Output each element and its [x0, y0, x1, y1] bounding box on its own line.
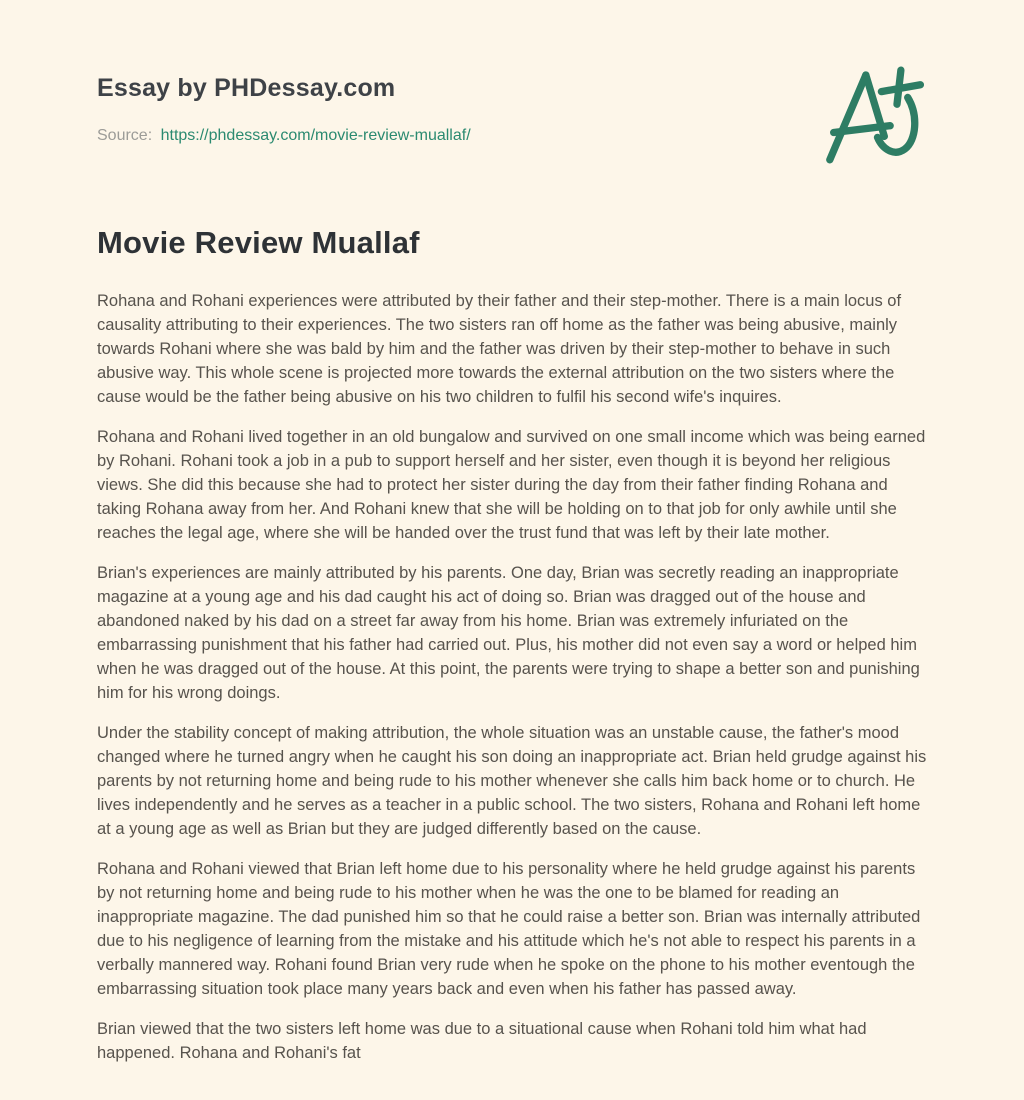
essay-paragraph-6: Brian viewed that the two sisters left home was due to a situational cause when Rohani told him what had happened. Rohana and Rohani's fat: [97, 1020, 867, 1062]
essay-paragraph-4: Under the stability concept of making attribution, the whole situation was an unstable cause, the father's mood changed where he turned angry when he caught his son doing an inappropriate act. Brian held grudge against his parents by not returning home and being rude to his mother whenever she calls him back home or to church. He lives independently and he serves as a teacher in a public school. The two sisters, Rohana and Rohani left home at a young age as well as Brian but they are judged differently based on the cause.: [97, 724, 927, 838]
logo-plus-horizontal: [881, 85, 920, 92]
essay-paragraph-1: Rohana and Rohani experiences were attributed by their father and their step-mother. There is a main locus of causality attributing to their experiences. The two sisters ran off home as the father was being abusive, mainly towards Rohani where she was bald by him and the father was driven by their step-mother to behave in such abusive way. This whole scene is projected more towards the external attribution on the two sisters where the cause would be the father being abusive on his two children to fulfil his second wife's inquires.: [97, 292, 902, 406]
essay-paragraph-2: Rohana and Rohani lived together in an old bungalow and survived on one small income which was being earned by Rohani. Rohani took a job in a pub to support herself and her sister, even though it is beyond her religious views. She did this because she had to protect her sister during the day from their father finding Rohana and taking Rohana away from her. And Rohani knew that she will be holding on to that job for only awhile until she reaches the legal age, where she will be handed over the trust fund that was left by their late mother.: [97, 428, 926, 542]
essay-title: Movie Review Muallaf: [97, 225, 420, 260]
essay-paragraph-3: Brian's experiences are mainly attributed by his parents. One day, Brian was secretly reading an inappropriate magazine at a young age and his dad caught his act of doing so. Brian was dragged out of the house and abandoned naked by his dad on a street far away from his home. Brian was extremely infuriated on the embarrassing punishment that his father had carried out. Plus, his mother did not even say a word or helped him when he was dragged out of the house. At this point, the parents were trying to shape a better son and punishing him for his wrong doings.: [97, 564, 920, 702]
essay-body: [97, 289, 927, 1065]
essay-paragraph-5: Rohana and Rohani viewed that Brian left home due to his personality where he held grudge against his parents by not returning home and being rude to his mother when he was the one to be blamed for reading an inappropriate magazine. The dad punished him so that he could raise a better son. Brian was internally attributed due to his negligence of learning from the mistake and his attitude which he's not able to respect his parents in a verbally mannered way. Rohani found Brian very rude when he spoke on the phone to his mother eventough the embarrassing situation took place many years back and even when his father has passed away.: [97, 860, 921, 998]
source-line: [97, 127, 927, 145]
site-header-title: Essay by PHDessay.com: [97, 74, 396, 102]
source-url-link[interactable]: https://phdessay.com/movie-review-muallaf/: [160, 127, 471, 144]
phdessay-a-plus-logo: [822, 60, 934, 168]
logo-a-left-leg: [830, 75, 866, 160]
source-label: Source:: [97, 127, 153, 144]
